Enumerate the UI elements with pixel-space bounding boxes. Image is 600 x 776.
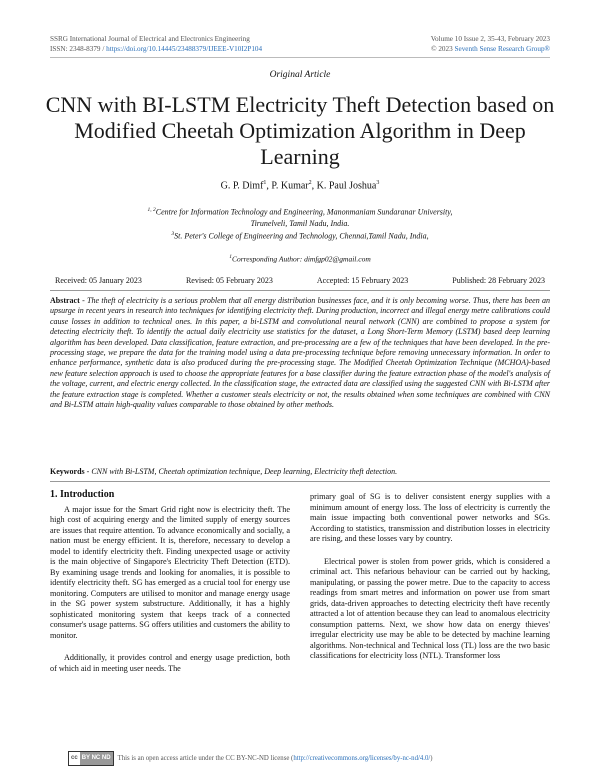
affiliation-2-sup: 3 xyxy=(171,230,175,237)
section-heading-introduction: 1. Introduction xyxy=(50,489,115,500)
keywords xyxy=(50,467,550,476)
corresponding-text: Corresponding Author: dimfgp02@gmail.com xyxy=(231,254,371,264)
author-2: P. Kumar xyxy=(271,180,309,192)
article-dates xyxy=(55,276,545,285)
header-divider xyxy=(50,57,550,58)
corresponding-sup: 1 xyxy=(229,254,232,260)
license-footer xyxy=(68,751,550,766)
cc-license-badge[interactable] xyxy=(68,751,114,766)
affiliations xyxy=(60,205,540,241)
affiliation-2 xyxy=(60,229,540,242)
abstract-label: Abstract xyxy=(50,296,80,305)
author-3: K. Paul Joshua xyxy=(316,180,377,192)
license-text: This is an open access article under the CC BY-NC-ND license ( xyxy=(117,755,294,762)
affiliation-1-sup: 1, 2 xyxy=(147,207,156,213)
left-column xyxy=(50,490,290,682)
by-nc-nd-icon: BY NC ND xyxy=(80,752,113,765)
keywords-text: - CNN with Bi-LSTM, Cheetah optimization technique, Deep learning, Electricity theft detection. xyxy=(84,467,398,476)
author-1: G. P. Dimf xyxy=(220,180,264,192)
keywords-divider xyxy=(50,481,550,482)
issn-line xyxy=(50,44,262,54)
date-published: Published: 28 February 2023 xyxy=(452,276,545,285)
intro-paragraph-1: A major issue for the Smart Grid right now is electricity theft. The high cost of acquiring energy and the limited supply of energy sources are issues that require attention. To advance economically and socially, a nation must be energy efficient. It is, therefore, necessary to develop a model to identify electricity theft. Finding unexpected usage or activity is the main objective of Singapore's Electricity Theft Detection (ETD). By examining usage trends and looking for anomalies, it is possible to identify electricity theft. SG has emerged as a crucial tool for energy use monitoring. Computers are utilised to monitor and manage energy usage in the SG power system substructure. Additionally, it has a highly sophisticated monitoring system that keeps track of a connected consumer's usage patterns. SG offers utilities and customers the ability to monitor. xyxy=(50,504,290,640)
publisher-link[interactable]: Seventh Sense Research Group® xyxy=(454,45,550,53)
license-close: ) xyxy=(430,755,433,762)
issn: ISSN: 2348-8379 / xyxy=(50,45,107,53)
affiliation-1 xyxy=(60,205,540,218)
date-revised: Revised: 05 February 2023 xyxy=(185,276,273,285)
journal-name: SSRG International Journal of Electrical and Electronics Engineering xyxy=(50,35,250,43)
intro-paragraph-2: Additionally, it provides control and energy usage prediction, both of which aid in meeting user needs. The xyxy=(50,653,290,673)
keywords-label: Keywords xyxy=(50,467,85,476)
paper-title: CNN with BI-LSTM Electricity Theft Detection based on Modified Cheetah Optimization Algorithm in Deep Learning xyxy=(45,92,555,169)
journal-header xyxy=(50,34,262,54)
right-paragraph-2: Electrical power is stolen from power grids, which is considered a criminal act. This nefarious behaviour can be carried out by hacking, manipulating, or passing the power metre. Due to the capacity to access readings from smart metres and information on power use from smart grids, data-driven approaches to detecting electricity theft have recently attracted a lot of attention because they can lead to anomalous electricity consumption patterns. Next, we show how data on energy thieves' irregular electricity use may be able to be detected by machine learning algorithms. Non-technical and Technical loss (TL) loss are the two basic classifications for electricity loss (NTL). Transformer loss xyxy=(310,556,550,660)
affiliation-1-line-2: Tirunelveli, Tamil Nadu, India. xyxy=(250,218,350,228)
right-paragraph-1: primary goal of SG is to deliver consistent energy supplies with a minimum amount of energy loss. The loss of electricity is currently the main issue impacting both conventional power networks and SGs. According to statistics, transmission and distribution losses in electricity are rising, and these losses vary by country. xyxy=(310,492,550,543)
right-column xyxy=(310,492,550,670)
abstract-text: - The theft of electricity is a serious problem that all energy distribution businesses face, and it is only becoming worse. Thus, there has been an upsurge in recent years in research into techniques for identifying electricity theft. During production, incorrect and illegal energy metre calibrations could cause losses in addition to technical ones. In this paper, a bi-LSTM and convolutional neural network (CNN) are combined to propose a system for detecting electricity theft. To identify the actual daily electricity use statistics for the dataset, a Long Short-Term Memory (LSTM) based deep learning algorithm has been developed. Data classification, feature extraction, and pre-processing are a few of the techniques that have been developed. In the pre-processing stage, we prepare the data for the training model using a data pre-processing technique before removing unnecessary information. In order to enhance performance, synthetic data is also produced during the pre-processing stage. The Modified Cheetah Optimization Technique (MCHOA)-based new feature selection approach is used to choose the appropriate features for a base classifier during the feature extraction phase of the model's analysis of the voltage, current, and electric energy collected. In the classification stage, the extracted data are classified using the suggested CNN with Bi-LSTM after the feature extraction stage is completed. Whether a customer steals electricity or not, the results obtained when some techniques are combined with CNN and Bi-LSTM attain high-quality values comparable to those obtained by other methods. xyxy=(50,296,550,410)
copyright: © 2023 xyxy=(431,45,455,53)
affiliation-1-line-1: Centre for Information Technology and Engineering, Manonmaniam Sundaranar University, xyxy=(155,207,453,217)
date-received: Received: 05 January 2023 xyxy=(55,276,142,285)
dates-divider xyxy=(50,290,550,291)
copyright-line xyxy=(431,44,550,54)
corresponding-author xyxy=(0,254,600,264)
doi-link[interactable]: https://doi.org/10.14445/23488379/IJEEE-V10I2P104 xyxy=(106,45,263,53)
volume-header xyxy=(431,34,550,54)
article-type: Original Article xyxy=(269,70,331,80)
abstract xyxy=(50,296,550,410)
volume-info: Volume 10 Issue 2, 35-43, February 2023 xyxy=(430,35,550,43)
license-link[interactable]: http://creativecommons.org/licenses/by-nc-nd/4.0/ xyxy=(293,755,431,762)
author-3-sup: 3 xyxy=(376,180,380,186)
date-accepted: Accepted: 15 February 2023 xyxy=(316,276,409,285)
affiliation-2-text: St. Peter's College of Engineering and Technology, Chennai,Tamil Nadu, India, xyxy=(174,231,429,241)
cc-icon: cc xyxy=(69,752,80,765)
author-list: G. P. Dimf$^1$, P. Kumar$^2$, K. Paul Joshua$^3$ xyxy=(220,180,380,192)
author-2-sup: 2 xyxy=(308,180,312,186)
author-1-sup: 1 xyxy=(263,180,267,186)
